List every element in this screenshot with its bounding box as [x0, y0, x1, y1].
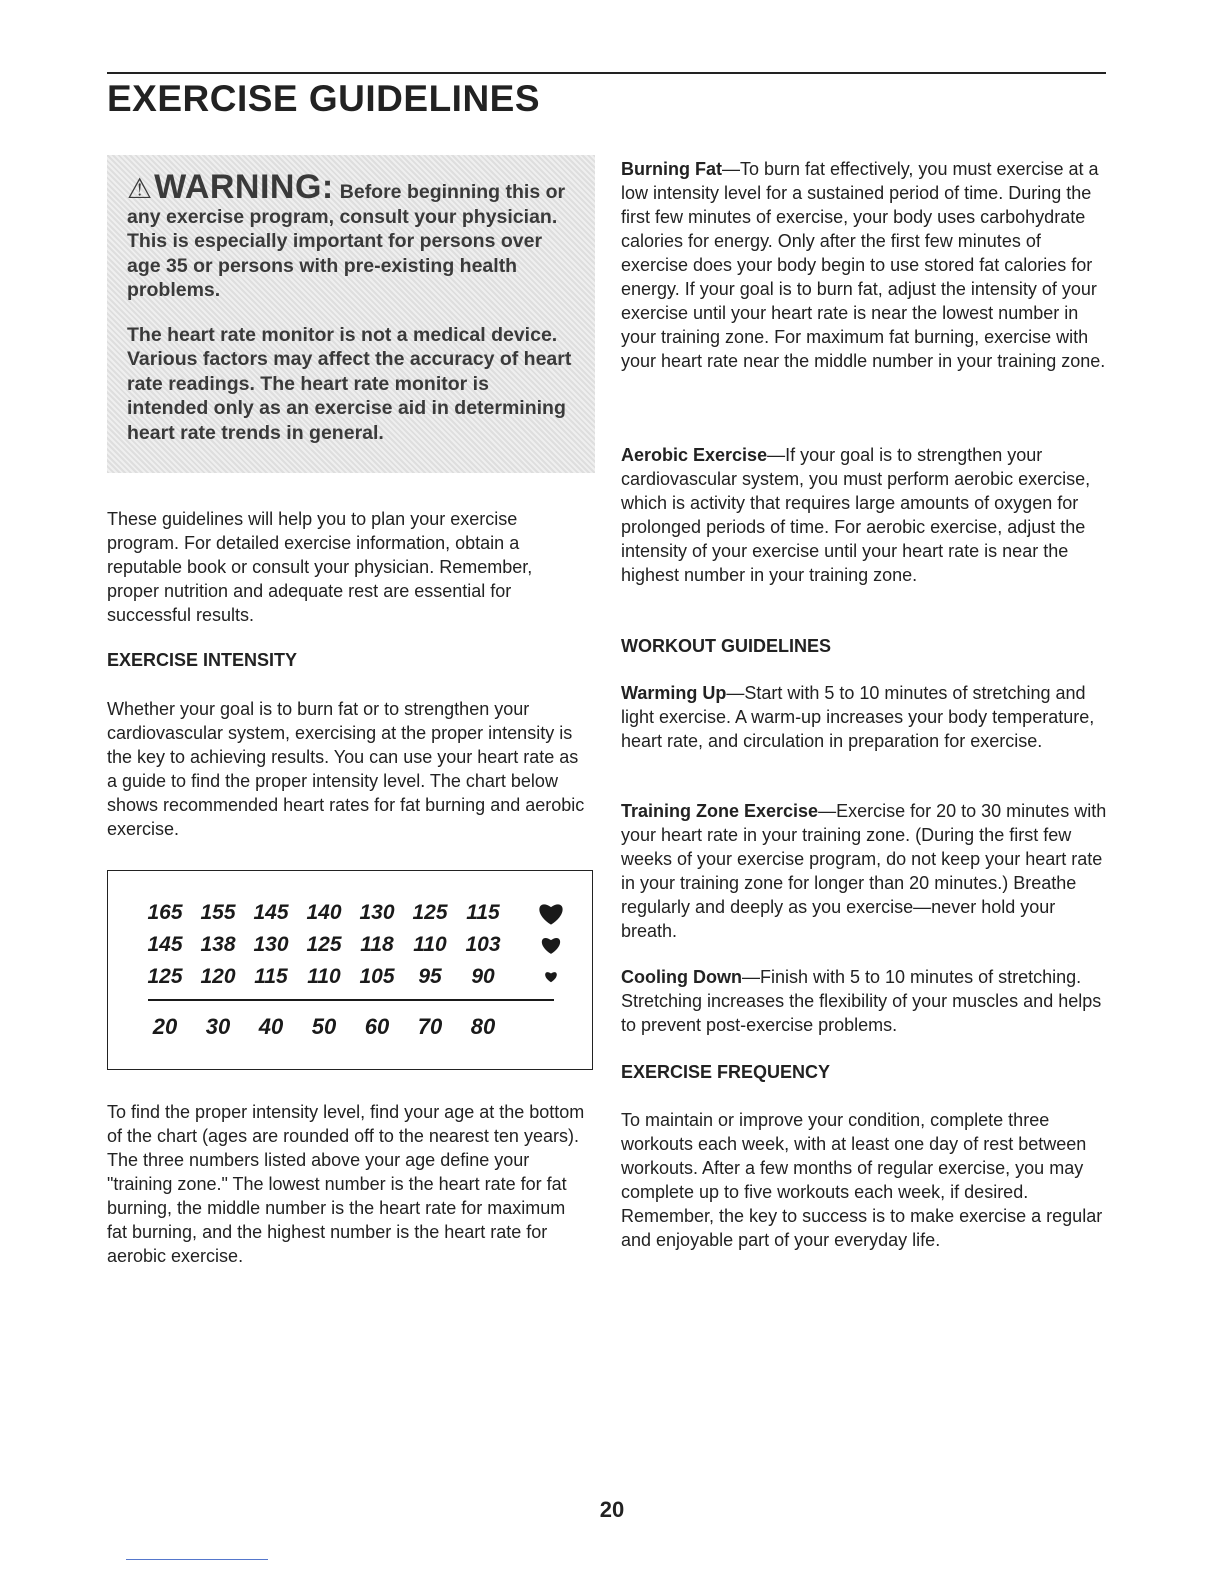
heart-rate-value: 118 [360, 933, 394, 956]
intensity-paragraph: Whether your goal is to burn fat or to strengthen your cardiovascular system, exercising at the proper intensity is the key to achieving results. You can use your heart rate as a guide to find the proper intensity level. The chart below shows recommended heart rates for fat burning and aerobic exercise. [107, 699, 585, 839]
page-number: 20 [599, 1497, 625, 1522]
heart-rate-chart [107, 870, 593, 1070]
aerobic-text: —If your goal is to strengthen your cardiovascular system, you must perform aerobic exercise, which is activity that requires large amounts of oxygen for prolonged periods of time. For aerobic exercise, adjust the intensity of your exercise until your heart rate is near the highest number in your training zone. [621, 445, 1091, 585]
age-label: 60 [364, 1014, 390, 1039]
training-zone-text: —Exercise for 20 to 30 minutes with your heart rate in your training zone. (During the first few weeks of your exercise program, do not keep your heart rate in your training zone for longer than 20 minutes.) Breathe regularly and deeply as you exercise—never hold your breath. [621, 801, 1107, 941]
after-chart-paragraph: To find the proper intensity level, find your age at the bottom of the chart (ages are rounded off to the nearest ten years). The three numbers listed above your age define your "training zone." The lowest number is the heart rate for fat burning, the middle number is the heart rate for maximum fat burning, and the highest number is the heart rate for aerobic exercise. [107, 1102, 585, 1266]
aerobic-paragraph [621, 443, 1107, 587]
heart-rate-value: 95 [418, 965, 442, 988]
intensity-heading: EXERCISE INTENSITY [107, 650, 298, 670]
workout-heading: WORKOUT GUIDELINES [621, 636, 831, 656]
warning-triangle-icon: ⚠ [127, 173, 153, 204]
warning-word: WARNING: [154, 168, 334, 206]
age-label: 50 [311, 1014, 337, 1039]
heart-rate-value: 145 [147, 933, 183, 956]
warming-up-lead: Warming Up [621, 683, 727, 703]
warning-paragraph-1 [127, 168, 575, 303]
cooling-down-lead: Cooling Down [621, 967, 742, 987]
heart-rate-value: 125 [306, 933, 342, 956]
heart-rate-value: 165 [147, 901, 183, 924]
age-label: 80 [470, 1014, 496, 1039]
training-zone-lead: Training Zone Exercise [621, 801, 819, 821]
top-rule [107, 72, 1106, 74]
training-zone-paragraph [621, 799, 1107, 943]
page-title: EXERCISE GUIDELINES [107, 78, 541, 119]
heart-rate-value: 130 [253, 933, 289, 956]
heart-rate-value: 138 [200, 933, 236, 956]
frequency-paragraph: To maintain or improve your condition, complete three workouts each week, with at least one day of rest between workouts. After a few months of regular exercise, you may complete up to five workouts each week, if desired. Remember, the key to success is to make exercise a regular and enjoyable part of your everyday life. [621, 1110, 1103, 1250]
heart-rate-value: 130 [359, 901, 395, 924]
heart-rate-value: 145 [253, 901, 289, 924]
heart-rate-value: 105 [359, 965, 395, 988]
age-label: 40 [258, 1014, 284, 1039]
heart-rate-value: 125 [412, 901, 448, 924]
heart-rate-value: 140 [306, 901, 342, 924]
heart-rate-value: 110 [307, 965, 341, 988]
heart-rate-value: 125 [147, 965, 183, 988]
heart-large-icon [539, 904, 562, 924]
aerobic-lead: Aerobic Exercise [621, 445, 768, 465]
frequency-heading: EXERCISE FREQUENCY [621, 1062, 831, 1082]
heart-medium-icon [542, 938, 560, 954]
heart-rate-value: 115 [466, 901, 500, 924]
warming-up-paragraph [621, 681, 1107, 753]
burning-fat-lead: Burning Fat [621, 159, 722, 179]
warning-box [107, 155, 595, 473]
burning-fat-paragraph [621, 157, 1107, 373]
warming-up-text: —Start with 5 to 10 minutes of stretching and light exercise. A warm-up increases your body temperature, heart rate, and circulation in preparation for exercise. [621, 683, 1095, 751]
cooling-down-paragraph [621, 965, 1107, 1037]
bottom-link-line [126, 1559, 268, 1560]
burning-fat-text: —To burn fat effectively, you must exercise at a low intensity level for a sustained period of time. During the first few minutes of exercise, your body uses carbohydrate calories for energy. Only after the first few minutes of exercise does your body begin to use stored fat calories for energy. If your goal is to burn fat, adjust the intensity of your exercise until your heart rate is near the lowest number in your training zone. For maximum fat burning, exercise with your heart rate near the middle number in your training zone. [621, 159, 1106, 371]
heart-small-icon [545, 972, 557, 982]
heart-rate-value: 110 [413, 933, 447, 956]
heart-rate-value: 155 [200, 901, 236, 924]
age-label: 70 [417, 1014, 443, 1039]
age-label: 20 [152, 1014, 178, 1039]
cooling-down-text: —Finish with 5 to 10 minutes of stretching. Stretching increases the flexibility of your muscles and helps to prevent post-exercise problems. [621, 967, 1102, 1035]
age-label: 30 [205, 1014, 231, 1039]
warning-text-1: Before beginning this or any exercise program, consult your physician. This is especially important for persons over age 35 or persons with pre-existing health problems. [127, 181, 566, 301]
intro-paragraph: These guidelines will help you to plan your exercise program. For detailed exercise information, obtain a reputable book or consult your physician. Remember, proper nutrition and adequate rest are essential for successful results. [107, 509, 533, 625]
heart-rate-value: 103 [465, 933, 501, 956]
heart-rate-value: 90 [471, 965, 495, 988]
heart-rate-value: 115 [254, 965, 288, 988]
warning-paragraph-2: The heart rate monitor is not a medical device. Various factors may affect the accuracy of heart rate readings. The heart rate monitor is intended only as an exercise aid in determining heart rate trends in general. [127, 323, 572, 444]
heart-rate-chart-svg [108, 871, 594, 1071]
heart-rate-value: 120 [200, 965, 236, 988]
